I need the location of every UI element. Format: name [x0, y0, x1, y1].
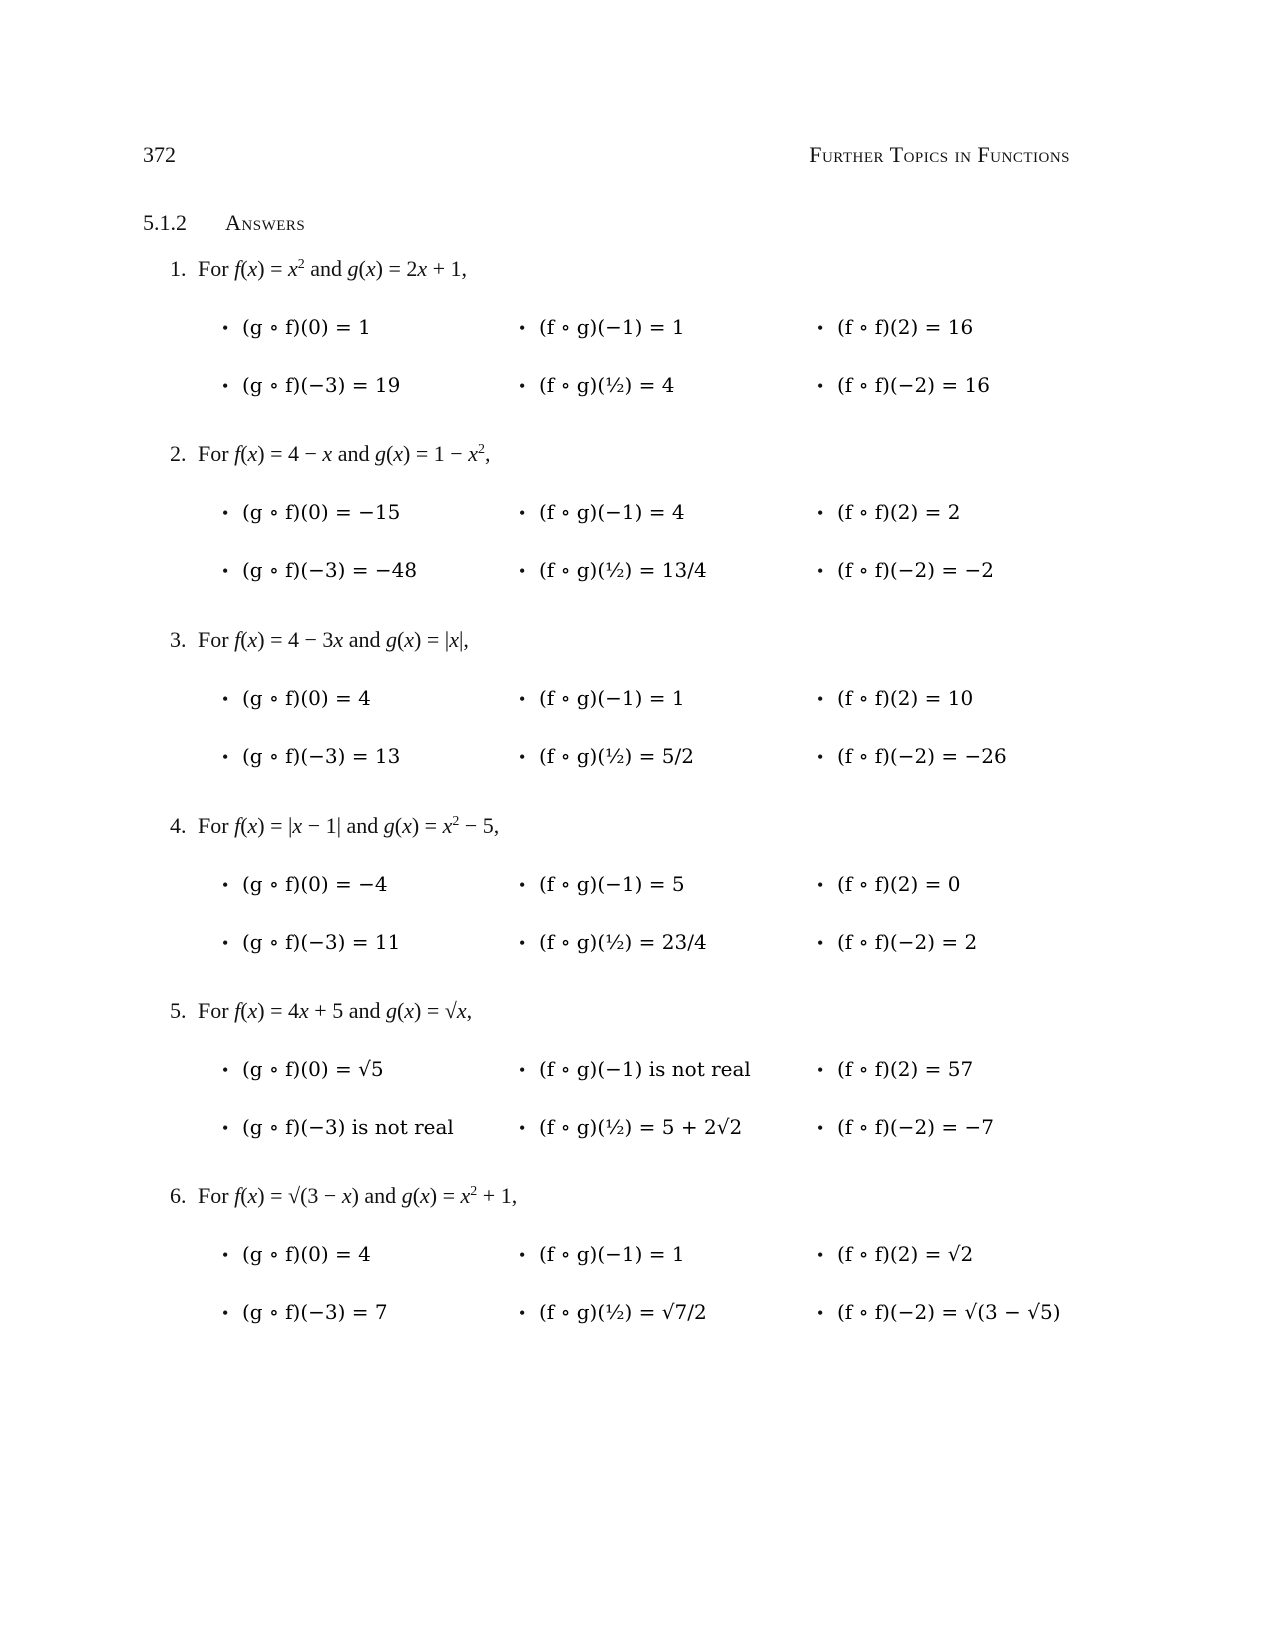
- answer-item: [519, 1056, 751, 1082]
- answer-text: (f ∘ f)(2) = √2: [837, 1242, 974, 1266]
- problem-number: 5.: [170, 998, 187, 1023]
- answer-text: (f ∘ g)(½) = √7/2: [539, 1300, 707, 1324]
- bullet-icon: •: [519, 503, 526, 523]
- problem-4: [0, 813, 1275, 999]
- answer-item: [222, 685, 371, 711]
- answer-item: [817, 685, 973, 711]
- answer-text: (f ∘ g)(−1) = 5: [539, 872, 685, 896]
- bullet-icon: •: [519, 1303, 526, 1323]
- answer-text: (f ∘ g)(−1) = 1: [539, 686, 685, 710]
- answer-item: [222, 1241, 371, 1267]
- problem-number: 2.: [170, 441, 187, 466]
- answer-item: [519, 557, 707, 583]
- bullet-icon: •: [817, 376, 824, 396]
- answer-item: [519, 1241, 685, 1267]
- answer-text: (g ∘ f)(−3) = 11: [242, 930, 401, 954]
- bullet-icon: •: [817, 875, 824, 895]
- problem-2: [0, 441, 1275, 627]
- answer-item: [519, 1299, 707, 1325]
- answer-text: (f ∘ g)(½) = 5/2: [539, 744, 694, 768]
- bullet-icon: •: [222, 1245, 229, 1265]
- problem-text: For f(x) = 4x + 5 and g(x) = √x,: [198, 998, 473, 1023]
- bullet-icon: •: [222, 689, 229, 709]
- bullet-icon: •: [222, 1118, 229, 1138]
- answer-item: [817, 1114, 994, 1140]
- answer-text: (g ∘ f)(−3) = 7: [242, 1300, 388, 1324]
- bullet-icon: •: [817, 933, 824, 953]
- problem-text: For f(x) = √(3 − x) and $g(x) = x^2 + 1$,: [198, 1183, 518, 1208]
- answer-item: [222, 372, 400, 398]
- page-number: 372: [143, 142, 176, 167]
- answer-item: [222, 1056, 384, 1082]
- answer-text: (f ∘ f)(−2) = 2: [837, 930, 978, 954]
- bullet-icon: •: [519, 376, 526, 396]
- problem-statement: [170, 627, 469, 653]
- answer-text: (f ∘ g)(−1) = 1: [539, 1242, 685, 1266]
- answer-item: [519, 314, 685, 340]
- answer-item: [817, 929, 977, 955]
- answer-item: [222, 929, 400, 955]
- bullet-icon: •: [222, 376, 229, 396]
- bullet-icon: •: [519, 1060, 526, 1080]
- answer-text: (g ∘ f)(−3) = 13: [242, 744, 401, 768]
- answer-text: (f ∘ f)(2) = 10: [837, 686, 974, 710]
- problem-text: For f(x) = 4 − x and $g(x) = 1 - x^2$,: [198, 441, 491, 466]
- answer-item: [817, 372, 990, 398]
- answer-item: [519, 1114, 742, 1140]
- answer-item: [519, 743, 694, 769]
- answer-item: [519, 685, 685, 711]
- answer-text: (f ∘ f)(2) = 0: [837, 872, 961, 896]
- answer-text: (f ∘ f)(2) = 16: [837, 315, 974, 339]
- answer-item: [222, 557, 417, 583]
- answer-text: (g ∘ f)(−3) is not real: [242, 1115, 454, 1139]
- bullet-icon: •: [222, 503, 229, 523]
- answer-item: [222, 743, 400, 769]
- problem-statement: [170, 813, 499, 839]
- bullet-icon: •: [519, 875, 526, 895]
- answer-item: [222, 314, 371, 340]
- answer-item: [222, 499, 400, 525]
- bullet-icon: •: [817, 747, 824, 767]
- answer-text: (f ∘ g)(−1) = 1: [539, 315, 685, 339]
- answer-text: (f ∘ g)(½) = 13/4: [539, 558, 707, 582]
- answer-text: (g ∘ f)(0) = −15: [242, 500, 401, 524]
- bullet-icon: •: [817, 561, 824, 581]
- bullet-icon: •: [519, 933, 526, 953]
- answer-item: [817, 1056, 973, 1082]
- answer-text: (g ∘ f)(0) = −4: [242, 872, 388, 896]
- answer-text: (g ∘ f)(0) = 4: [242, 686, 371, 710]
- problem-5: [0, 998, 1275, 1184]
- bullet-icon: •: [817, 689, 824, 709]
- bullet-icon: •: [817, 503, 824, 523]
- running-title: Further Topics in Functions: [809, 142, 1070, 167]
- answer-text: (f ∘ g)(½) = 5 + 2√2: [539, 1115, 743, 1139]
- problem-statement: [170, 256, 467, 282]
- problem-number: 1.: [170, 256, 187, 281]
- answer-text: (f ∘ g)(−1) = 4: [539, 500, 685, 524]
- bullet-icon: •: [817, 1303, 824, 1323]
- problem-number: 6.: [170, 1183, 187, 1208]
- bullet-icon: •: [817, 1118, 824, 1138]
- answer-item: [817, 871, 960, 897]
- bullet-icon: •: [817, 318, 824, 338]
- answer-text: (g ∘ f)(0) = 4: [242, 1242, 371, 1266]
- section-number: 5.1.2: [143, 210, 187, 235]
- answer-text: (f ∘ g)(−1) is not real: [539, 1057, 751, 1081]
- answer-item: [817, 314, 973, 340]
- problem-text: For f(x) = |x − 1| and $g(x) = x^2 - 5$,: [198, 813, 500, 838]
- bullet-icon: •: [519, 561, 526, 581]
- bullet-icon: •: [817, 1060, 824, 1080]
- answer-text: (g ∘ f)(0) = 1: [242, 315, 371, 339]
- problem-text: For $f(x) = x^2$ and g(x) = 2x + 1,: [198, 256, 468, 281]
- answer-text: (f ∘ f)(2) = 57: [837, 1057, 974, 1081]
- bullet-icon: •: [519, 747, 526, 767]
- answer-text: (f ∘ f)(−2) = √(3 − √5): [837, 1300, 1061, 1324]
- answer-text: (f ∘ f)(−2) = −2: [837, 558, 994, 582]
- problem-text: For f(x) = 4 − 3x and g(x) = |x|,: [198, 627, 469, 652]
- bullet-icon: •: [222, 747, 229, 767]
- answer-item: [817, 743, 1007, 769]
- answer-item: [519, 372, 675, 398]
- answer-item: [222, 1114, 454, 1140]
- bullet-icon: •: [519, 689, 526, 709]
- answer-text: (g ∘ f)(−3) = −48: [242, 558, 418, 582]
- problem-number: 4.: [170, 813, 187, 838]
- answer-item: [817, 1241, 973, 1267]
- answer-text: (f ∘ g)(½) = 4: [539, 373, 675, 397]
- problem-6: [0, 1183, 1275, 1369]
- problem-statement: [170, 441, 490, 467]
- answer-text: (g ∘ f)(−3) = 19: [242, 373, 401, 397]
- bullet-icon: •: [222, 875, 229, 895]
- section-title: Answers: [225, 210, 306, 235]
- answer-item: [519, 499, 685, 525]
- bullet-icon: •: [222, 318, 229, 338]
- problem-3: [0, 627, 1275, 813]
- answer-item: [222, 871, 388, 897]
- bullet-icon: •: [222, 1060, 229, 1080]
- problem-statement: [170, 998, 472, 1024]
- answer-text: (f ∘ f)(−2) = 16: [837, 373, 990, 397]
- answer-text: (f ∘ g)(½) = 23/4: [539, 930, 707, 954]
- problem-number: 3.: [170, 627, 187, 652]
- answer-item: [817, 499, 960, 525]
- bullet-icon: •: [222, 561, 229, 581]
- bullet-icon: •: [817, 1245, 824, 1265]
- answer-item: [817, 1299, 1061, 1325]
- answer-text: (g ∘ f)(0) = √5: [242, 1057, 384, 1081]
- section-heading: [143, 210, 305, 236]
- bullet-icon: •: [222, 1303, 229, 1323]
- answer-item: [222, 1299, 388, 1325]
- bullet-icon: •: [519, 318, 526, 338]
- answer-text: (f ∘ f)(−2) = −26: [837, 744, 1007, 768]
- answer-item: [817, 557, 994, 583]
- problem-1: [0, 256, 1275, 442]
- answer-item: [519, 929, 707, 955]
- answer-item: [519, 871, 685, 897]
- bullet-icon: •: [222, 933, 229, 953]
- answer-text: (f ∘ f)(−2) = −7: [837, 1115, 994, 1139]
- problem-statement: [170, 1183, 517, 1209]
- answer-text: (f ∘ f)(2) = 2: [837, 500, 961, 524]
- bullet-icon: •: [519, 1245, 526, 1265]
- bullet-icon: •: [519, 1118, 526, 1138]
